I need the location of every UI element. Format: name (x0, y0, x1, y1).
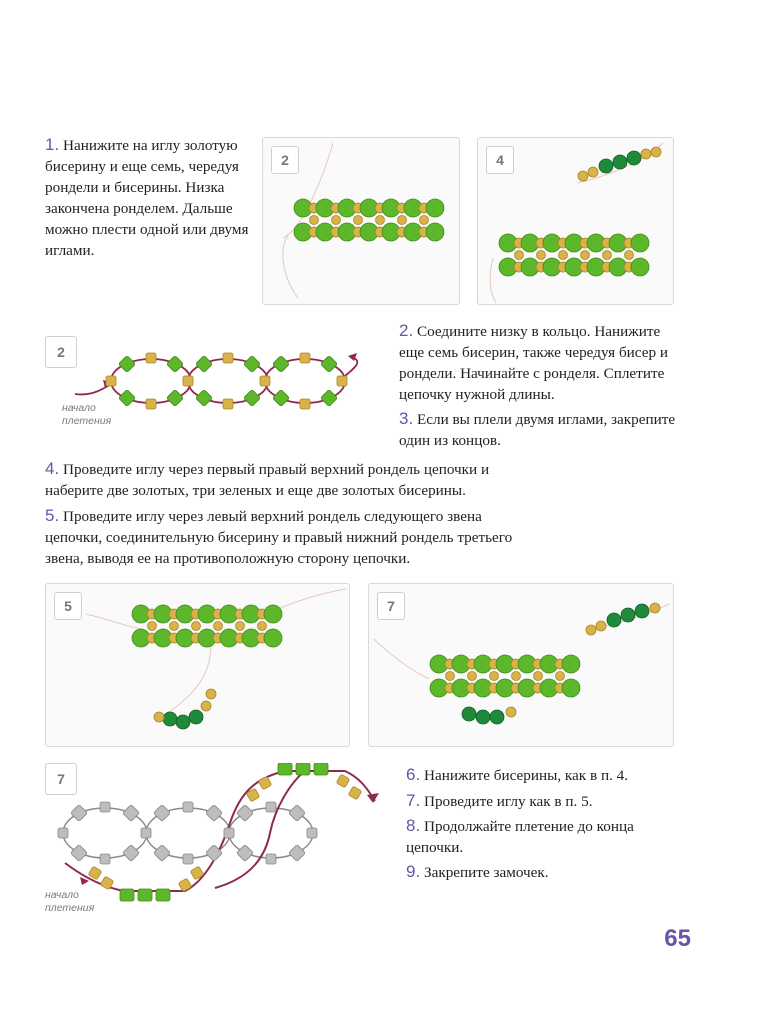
photo-label: 4 (486, 146, 514, 174)
bead-symbol (156, 889, 170, 901)
bead-symbol (196, 390, 213, 407)
step-number: 9. (406, 862, 421, 881)
bead (515, 251, 524, 260)
bead (625, 251, 634, 260)
bead (446, 672, 455, 681)
step-number: 2. (399, 321, 414, 340)
step-number: 5. (45, 506, 60, 525)
bead-symbol (88, 866, 102, 880)
bead-symbol (258, 776, 272, 790)
bead-symbol (223, 353, 233, 363)
bead (206, 689, 216, 699)
bead-symbol (120, 889, 134, 901)
step-1 (45, 134, 250, 261)
step-2 (399, 320, 689, 405)
bead-symbol (224, 828, 234, 838)
bead (154, 712, 164, 722)
bead (148, 622, 157, 631)
bead (236, 622, 245, 631)
bead (163, 712, 177, 726)
step-5 (45, 505, 535, 569)
page-number: 65 (664, 925, 691, 952)
bead-symbol (244, 390, 261, 407)
bead (398, 216, 407, 225)
bead (512, 672, 521, 681)
step-3 (399, 408, 689, 451)
bead-symbol (266, 802, 276, 812)
bead-symbol (278, 763, 292, 775)
step-8 (406, 815, 666, 858)
bead (650, 603, 660, 613)
step-number: 7. (406, 791, 421, 810)
bead (534, 672, 543, 681)
bead (264, 605, 282, 623)
bead (170, 622, 179, 631)
bead (631, 258, 649, 276)
step-number: 4. (45, 459, 60, 478)
step-number: 3. (399, 409, 414, 428)
bead-symbol (266, 854, 276, 864)
bead-symbol (146, 353, 156, 363)
diagram-caption: начало плетения (45, 889, 95, 914)
photo-step-5 (45, 583, 350, 747)
bead (490, 710, 504, 724)
bead (189, 710, 203, 724)
step-number: 8. (406, 816, 421, 835)
bead (586, 625, 596, 635)
bead-symbol (337, 376, 347, 386)
bead (603, 251, 612, 260)
step-text: Нанижите бисерины, как в п. 4. (423, 767, 629, 784)
step-text: Соедините низку в кольцо. Нанижите еще семь бисерин, также чередуя бисер и рондели. Начинайте с ронделя. Сплетите цепочку нужной длины. (399, 323, 668, 403)
bead (578, 171, 588, 181)
bead (596, 621, 606, 631)
bead (651, 147, 661, 157)
bead (192, 622, 201, 631)
bead-symbol (289, 805, 306, 822)
bead (462, 707, 476, 721)
bead-symbol (119, 356, 136, 373)
bead-symbol (167, 390, 184, 407)
bead (310, 216, 319, 225)
bead-symbol (138, 889, 152, 901)
beading-pattern-diagram (45, 763, 385, 923)
bead-symbol (100, 802, 110, 812)
bead (635, 604, 649, 618)
bead (420, 216, 429, 225)
bead-symbol (237, 845, 254, 862)
photo-label: 2 (271, 146, 299, 174)
bead (490, 672, 499, 681)
bead (176, 715, 190, 729)
bead-symbol (336, 774, 350, 788)
bead (426, 223, 444, 241)
bead (201, 701, 211, 711)
bead (476, 710, 490, 724)
bead (627, 151, 641, 165)
bead (621, 608, 635, 622)
diagram-label: 2 (45, 336, 77, 368)
bead-symbol (244, 356, 261, 373)
bead-symbol (206, 805, 223, 822)
bead-symbol (260, 376, 270, 386)
bead-symbol (348, 786, 362, 800)
bead (537, 251, 546, 260)
bead-symbol (106, 376, 116, 386)
beadwork-photo-image (263, 138, 459, 304)
bead (613, 155, 627, 169)
bead-symbol (119, 390, 136, 407)
beadwork-photo-image (369, 584, 673, 746)
bead-symbol (100, 854, 110, 864)
bead-symbol (196, 356, 213, 373)
step-text: Нанижите на иглу золотую бисерину и еще семь, чередуя рондели и бисерины. Низка закончена ронделем. Дальше можно плести одной или двумя иглами. (45, 137, 249, 259)
step-text: Если вы плели двумя иглами, закрепите один из концов. (399, 411, 676, 449)
bead (559, 251, 568, 260)
bead (468, 672, 477, 681)
bead (631, 234, 649, 252)
bead (641, 149, 651, 159)
beadwork-photo-image (46, 584, 349, 746)
bead-symbol (289, 845, 306, 862)
bead-symbol (123, 845, 140, 862)
photo-label: 7 (377, 592, 405, 620)
bead (556, 672, 565, 681)
bead-symbol (58, 828, 68, 838)
bead-symbol (123, 805, 140, 822)
photo-step-7 (368, 583, 674, 747)
bead-symbol (167, 356, 184, 373)
bead (258, 622, 267, 631)
bead (562, 655, 580, 673)
bead-symbol (296, 763, 310, 775)
bead (264, 629, 282, 647)
bead-symbol (183, 802, 193, 812)
bead-symbol (178, 878, 192, 892)
bead (332, 216, 341, 225)
bead (607, 613, 621, 627)
bead-symbol (321, 390, 338, 407)
bead-symbol (237, 805, 254, 822)
bead-symbol (300, 353, 310, 363)
bead-symbol (183, 376, 193, 386)
bead-symbol (273, 356, 290, 373)
bead-symbol (321, 356, 338, 373)
bead (581, 251, 590, 260)
bead (506, 707, 516, 717)
photo-step-4 (477, 137, 674, 305)
bead-symbol (307, 828, 317, 838)
step-7 (406, 790, 696, 812)
bead-symbol (141, 828, 151, 838)
step-number: 1. (45, 135, 60, 154)
step-text: Продолжайте плетение до конца цепочки. (406, 818, 634, 856)
diagram-caption: начало плетения (62, 402, 112, 427)
diagram-label: 7 (45, 763, 77, 795)
bead-symbol (273, 390, 290, 407)
bead-symbol (71, 805, 88, 822)
photo-label: 5 (54, 592, 82, 620)
bead-symbol (183, 854, 193, 864)
step-text: Закрепите замочек. (423, 864, 549, 881)
beadwork-photo-image (478, 138, 673, 304)
step-text: Проведите иглу через левый верхний рондель следующего звена цепочки, соединительную бисерину и правый нижний рондель третьего звена, выводя ее на противоположную сторону цепочки. (45, 508, 513, 567)
bead (426, 199, 444, 217)
step-text: Проведите иглу как в п. 5. (423, 793, 593, 810)
step-number: 6. (406, 765, 421, 784)
step-9 (406, 861, 696, 883)
diagram-step-7 (45, 763, 385, 923)
bead (214, 622, 223, 631)
step-4 (45, 458, 535, 501)
bead (354, 216, 363, 225)
bead (599, 159, 613, 173)
bead-symbol (300, 399, 310, 409)
step-6 (406, 764, 696, 786)
diagram-step-2 (45, 336, 385, 436)
bead-symbol (146, 399, 156, 409)
bead-symbol (154, 845, 171, 862)
bead (588, 167, 598, 177)
bead-symbol (314, 763, 328, 775)
bead-symbol (154, 805, 171, 822)
photo-step-2 (262, 137, 460, 305)
bead-symbol (71, 845, 88, 862)
bead (562, 679, 580, 697)
step-text: Проведите иглу через первый правый верхний рондель цепочки и наберите две золотых, три зеленых и еще две золотых бисерины. (45, 461, 490, 499)
bead (376, 216, 385, 225)
bead-symbol (223, 399, 233, 409)
